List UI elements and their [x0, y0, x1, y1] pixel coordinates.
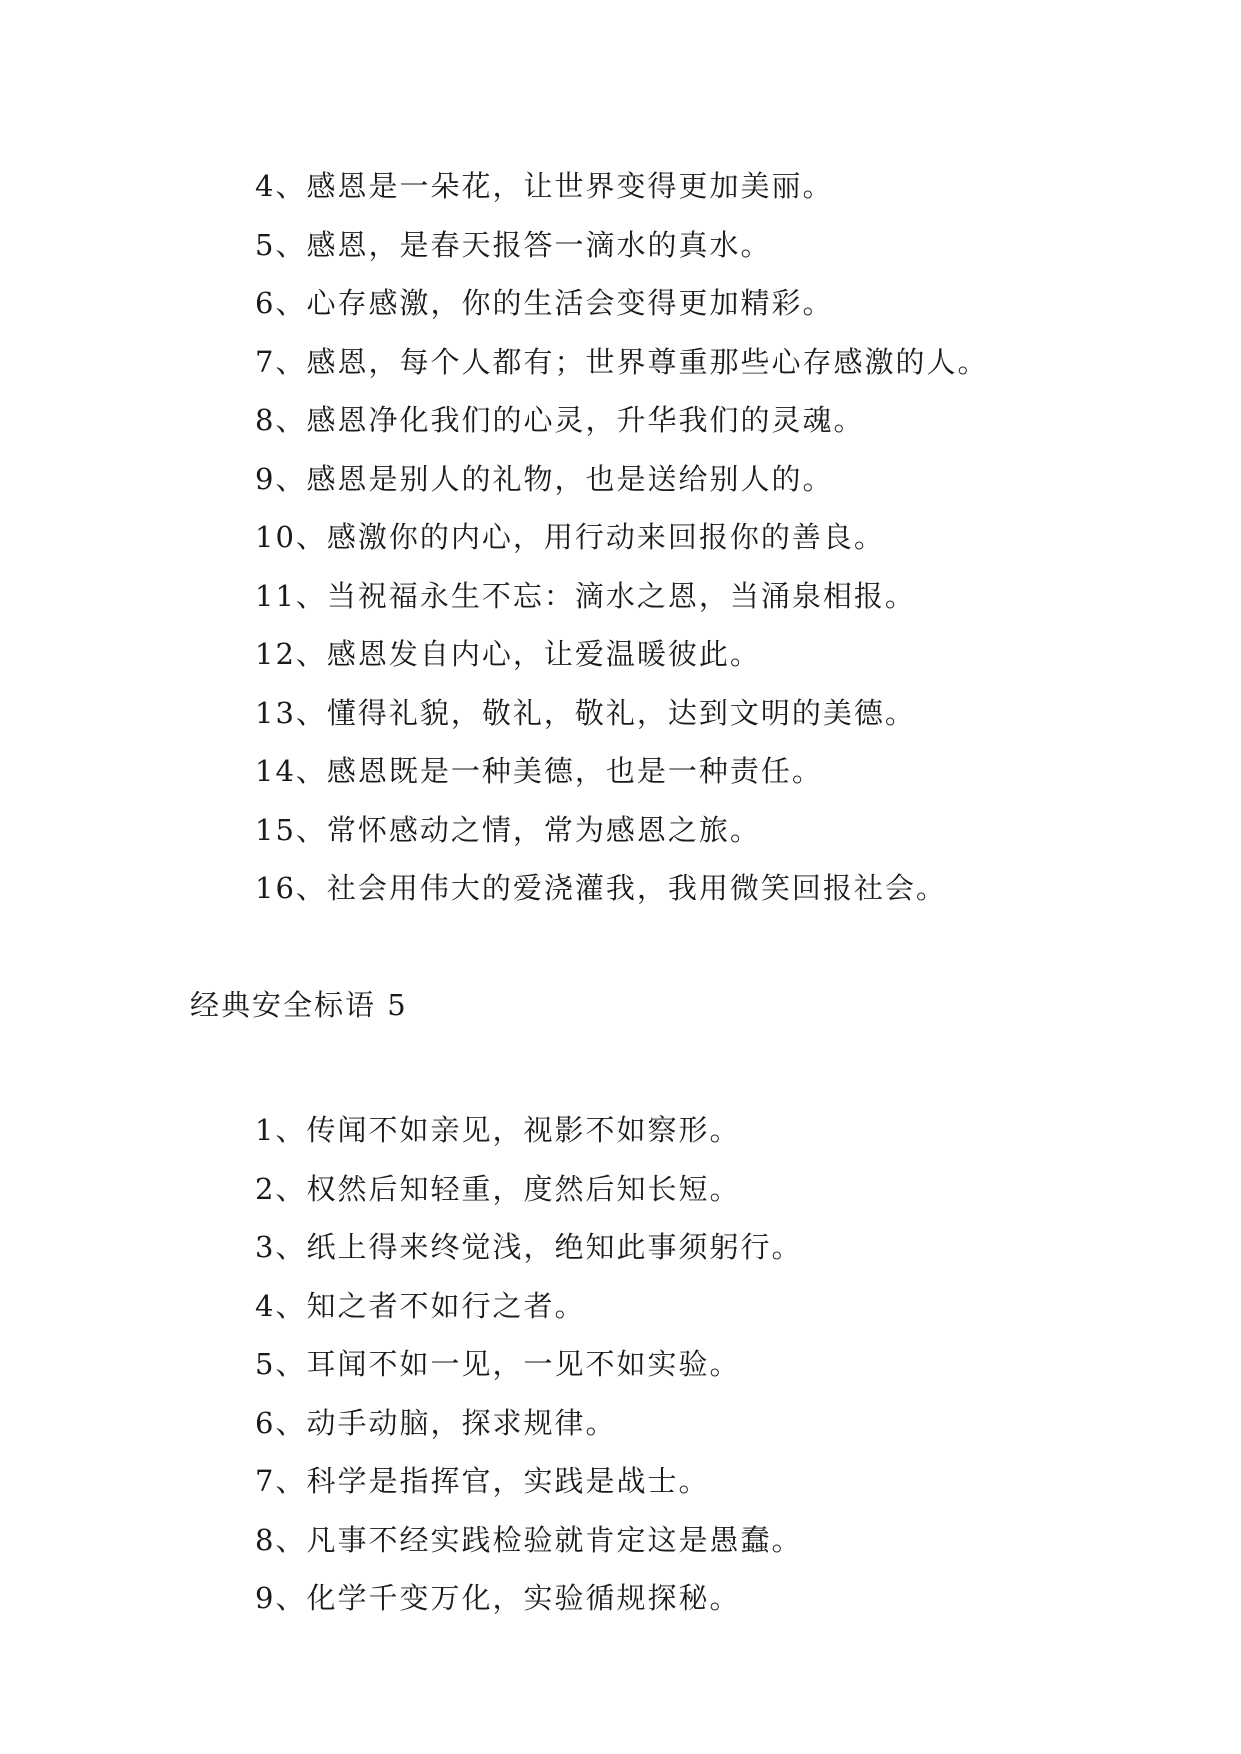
list-item: 8、感恩净化我们的心灵，升华我们的灵魂。: [255, 403, 865, 437]
list-item: 7、科学是指挥官，实践是战士。: [255, 1464, 710, 1498]
list-item: 6、动手动脑，探求规律。: [255, 1405, 617, 1440]
slogan-list-gratitude: [255, 157, 988, 918]
list-item: 9、感恩是别人的礼物，也是送给别人的。: [255, 461, 834, 496]
list-item: 6、心存感激，你的生活会变得更加精彩。: [255, 286, 834, 320]
list-item: 9、化学千变万化，实验循规探秘。: [255, 1581, 741, 1615]
list-item: 5、耳闻不如一见，一见不如实验。: [255, 1347, 741, 1381]
list-item: 16、社会用伟大的爱浇灌我，我用微笑回报社会。: [255, 871, 947, 905]
list-item: 10、感激你的内心，用行动来回报你的善良。: [255, 520, 885, 554]
section-heading: 经典安全标语 5: [190, 988, 408, 1022]
list-item: 4、感恩是一朵花，让世界变得更加美丽。: [255, 169, 834, 203]
list-item: 4、知之者不如行之者。: [255, 1288, 586, 1323]
list-item: 3、纸上得来终觉浅，绝知此事须躬行。: [255, 1230, 803, 1264]
list-item: 1、传闻不如亲见，视影不如察形。: [255, 1113, 741, 1147]
list-item: 12、感恩发自内心，让爱温暖彼此。: [255, 637, 761, 671]
slogan-list-practice: [255, 1101, 802, 1628]
list-item: 5、感恩，是春天报答一滴水的真水。: [255, 227, 772, 262]
list-item: 11、当祝福永生不忘：滴水之恩，当涌泉相报。: [255, 578, 916, 613]
list-item: 8、凡事不经实践检验就肯定这是愚蠢。: [255, 1522, 803, 1557]
list-item: 2、权然后知轻重，度然后知长短。: [255, 1171, 741, 1206]
list-item: 13、懂得礼貌，敬礼，敬礼，达到文明的美德。: [255, 695, 916, 730]
list-item: 14、感恩既是一种美德，也是一种责任。: [255, 754, 823, 788]
list-item: 15、常怀感动之情，常为感恩之旅。: [255, 812, 761, 847]
list-item: 7、感恩，每个人都有；世界尊重那些心存感激的人。: [255, 344, 989, 379]
